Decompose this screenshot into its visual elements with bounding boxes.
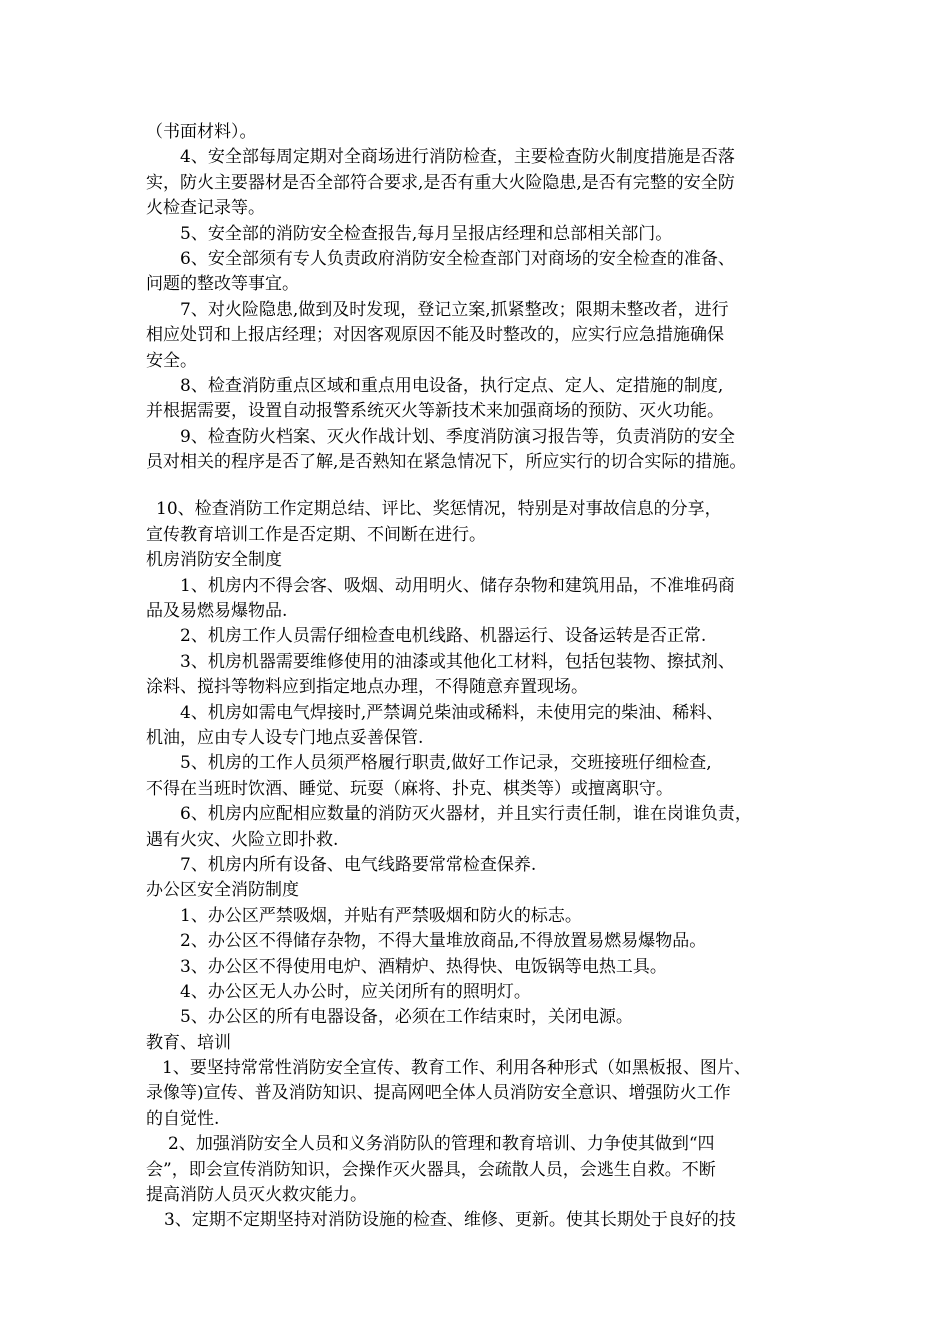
section-heading: 教育、培训 xyxy=(146,1032,231,1053)
text-line: 5、机房的工作人员须严格履行职责,做好工作记录，交班接班仔细检查, xyxy=(180,753,712,774)
text-line: 录像等)宣传、普及消防知识、提高网吧全体人员消防安全意识、增强防火工作 xyxy=(146,1083,731,1104)
text-line: 3、机房机器需要维修使用的油漆或其他化工材料，包括包装物、擦拭剂、 xyxy=(180,651,735,672)
section-heading: 办公区安全消防制度 xyxy=(146,880,299,901)
text-line: 2、加强消防安全人员和义务消防队的管理和教育培训、力争使其做到“四 xyxy=(168,1134,715,1155)
text-line: 1、机房内不得会客、吸烟、动用明火、储存杂物和建筑用品，不准堆码商 xyxy=(180,575,735,596)
text-line: 6、机房内应配相应数量的消防灭火器材，并且实行责任制，谁在岗谁负责， xyxy=(180,804,752,825)
paragraph-gap xyxy=(146,475,822,497)
text-line: （书面材料）。 xyxy=(146,122,257,142)
text-line: 4、机房如需电气焊接时,严禁调兑柴油或稀料，未使用完的柴油、稀料、 xyxy=(180,702,724,723)
text-line: 5、办公区的所有电器设备，必须在工作结束时，关闭电源。 xyxy=(180,1007,633,1028)
text-line: 1、要坚持常常性消防安全宣传、教育工作、利用各种形式（如黑板报、图片、 xyxy=(162,1058,751,1079)
text-line: 机油，应由专人设专门地点妥善保管. xyxy=(146,727,424,748)
text-line: 员对相关的程序是否了解,是否熟知在紧急情况下，所应实行的切合实际的措施。 xyxy=(146,452,747,473)
text-line: 提高消防人员灭火救灾能力。 xyxy=(146,1185,367,1206)
text-line: 10、检查消防工作定期总结、评比、奖惩情况，特别是对事故信息的分享， xyxy=(156,499,722,520)
section-heading: 机房消防安全制度 xyxy=(146,550,282,571)
text-line: 相应处罚和上报店经理；对因客观原因不能及时整改的，应实行应急措施确保 xyxy=(146,325,724,346)
text-line: 涂料、搅抖等物料应到指定地点办理，不得随意弃置现场。 xyxy=(146,677,588,698)
text-line: 9、检查防火档案、灭火作战计划、季度消防演习报告等，负责消防的安全 xyxy=(180,426,735,447)
text-line: 7、对火险隐患,做到及时发现，登记立案,抓紧整改；限期未整改者，进行 xyxy=(180,299,729,320)
text-line: 火检查记录等。 xyxy=(146,198,265,219)
text-line: 2、办公区不得储存杂物，不得大量堆放商品,不得放置易燃易爆物品。 xyxy=(180,931,707,952)
text-line: 3、定期不定期坚持对消防设施的检查、维修、更新。使其长期处于良好的技 xyxy=(164,1210,736,1231)
text-line: 7、机房内所有设备、电气线路要常常检查保养. xyxy=(180,854,537,875)
text-line: 8、检查消防重点区域和重点用电设备，执行定点、定人、定措施的制度, xyxy=(180,375,724,396)
text-line: 5、安全部的消防安全检查报告,每月呈报店经理和总部相关部门。 xyxy=(180,223,673,244)
text-line: 2、机房工作人员需仔细检查电机线路、机器运行、设备运转是否正常. xyxy=(180,626,707,647)
text-line: 会”，即会宣传消防知识，会操作灭火器具，会疏散人员，会逃生自救。不断 xyxy=(146,1159,716,1180)
text-line: 遇有火灾、火险立即扑救. xyxy=(146,829,339,850)
text-line: 4、办公区无人办公时，应关闭所有的照明灯。 xyxy=(180,981,531,1002)
text-line: 4、安全部每周定期对全商场进行消防检查，主要检查防火制度措施是否落 xyxy=(180,147,735,168)
text-line: 问题的整改等事宜。 xyxy=(146,274,299,295)
text-line: 的自觉性. xyxy=(146,1108,220,1129)
text-line: 实，防火主要器材是否全部符合要求,是否有重大火险隐患,是否有完整的安全防 xyxy=(146,172,735,193)
text-line: 6、安全部须有专人负责政府消防安全检查部门对商场的安全检查的准备、 xyxy=(180,248,735,269)
text-line: 品及易燃易爆物品. xyxy=(146,601,288,622)
text-line: 3、办公区不得使用电炉、酒精炉、热得快、电饭锅等电热工具。 xyxy=(180,956,667,977)
text-line: 并根据需要，设置自动报警系统灭火等新技术来加强商场的预防、灭火功能。 xyxy=(146,401,724,422)
text-line: 不得在当班时饮酒、睡觉、玩耍（麻将、扑克、棋类等）或擅离职守。 xyxy=(146,778,673,799)
document-body xyxy=(146,120,822,1234)
text-line: 安全。 xyxy=(146,350,197,371)
text-line: 1、办公区严禁吸烟，并贴有严禁吸烟和防火的标志。 xyxy=(180,905,582,926)
text-line: 宣传教育培训工作是否定期、不间断在进行。 xyxy=(146,524,486,545)
